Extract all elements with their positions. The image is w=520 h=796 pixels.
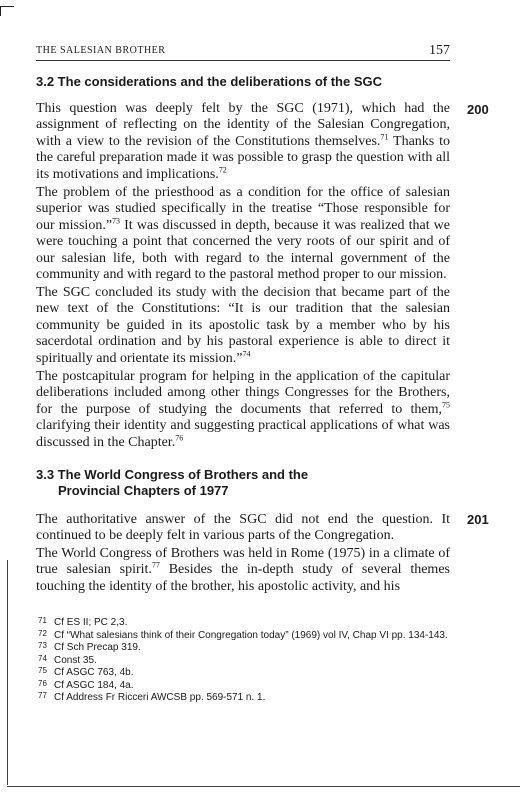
paragraph: The postcapitular program for helping in the application of the capitular deliberations included among other things Congresses for the Brothers, for the purpose of studying the documents that referred to them,$^{75}$ clarifying their identity and suggesting practical applications of what was discussed in the Chapter.$^{76}$ <box>36 369 450 450</box>
footnote-ref: 74 <box>242 348 251 358</box>
footnote-ref: 73 <box>112 216 121 226</box>
footnote: 75 Cf ASGC 763, 4b. <box>38 666 134 678</box>
section-heading: 3.2 The considerations and the deliberations of the SGC <box>36 74 383 89</box>
section-heading <box>36 467 450 499</box>
footnote-ref: 75 <box>442 400 450 410</box>
section-heading-line: 3.3 The World Congress of Brothers and the <box>36 467 309 482</box>
header-divider <box>36 60 450 61</box>
footnotes <box>36 617 450 705</box>
crop-mark <box>0 6 14 7</box>
paragraph: The SGC concluded its study with the decision that became part of the new text of the Constitutions: “It is our tradition that the salesian community be guided in its apostolic task by a member who by his sacerdotal ordination and by his pastoral experience is able to direct it spiritually and orientate its mission.”$^{74}$ <box>36 285 450 366</box>
footnote: 73 Cf Sch Precap 319. <box>38 641 141 653</box>
margin-paragraph-number: 200 <box>467 102 489 117</box>
footnote: 72 Cf “What salesians think of their Congregation today” (1969) vol IV, Chap VI pp. 134-143. <box>38 628 448 641</box>
paragraph: The World Congress of Brothers was held in Rome (1975) in a climate of true salesian spirit.$^{77}$ Besides the in-depth study of several themes touching the identity of the brother, his apostolic activity, and his <box>36 546 450 594</box>
page-edge-rule <box>7 560 8 785</box>
footnote-ref: 76 <box>175 432 184 442</box>
paragraph: The authoritative answer of the SGC did not end the question. It continued to be deeply felt in various parts of the Congregation. <box>36 512 450 544</box>
footnote: 74 Const 35. <box>38 653 97 666</box>
footnote: 76 Cf ASGC 184, 4a. <box>38 678 134 691</box>
margin-paragraph-number: 201 <box>467 512 489 527</box>
footnote-ref: 71 <box>380 132 389 142</box>
footnote-ref: 72 <box>218 164 227 174</box>
footnote: 71 Cf ES II; PC 2,3. <box>38 616 128 628</box>
footnote: 77 Cf Address Fr Ricceri AWCSB pp. 569-571 n. 1. <box>38 691 266 703</box>
page-number: 157 <box>429 43 450 58</box>
crop-mark <box>0 6 1 16</box>
running-title: THE SALESIAN BROTHER <box>36 45 166 56</box>
paragraph: The problem of the priesthood as a condition for the office of salesian superior was studied specifically in the treatise “Those responsible for our mission.”$^{73}$ It was discussed in depth, because it was realized that we were touching a point that concerned the very roots of our spirit and of our salesian life, both with regard to the internal government of the community and with regard to the pastoral method proper to our mission. <box>36 185 450 283</box>
running-header <box>36 43 450 59</box>
section-heading-line: Provincial Chapters of 1977 <box>58 483 229 498</box>
page-edge-rule <box>7 786 520 787</box>
paragraph: This question was deeply felt by the SGC (1971), which had the assignment of reflecting on the identity of the Salesian Congregation, with a view to the revision of the Constitutions themselves.$^{71}$ Thanks to the careful preparation made it was possible to grasp the question with all its motivations and implications.$^{72}$ <box>36 101 450 182</box>
footnote-ref: 77 <box>151 560 160 570</box>
